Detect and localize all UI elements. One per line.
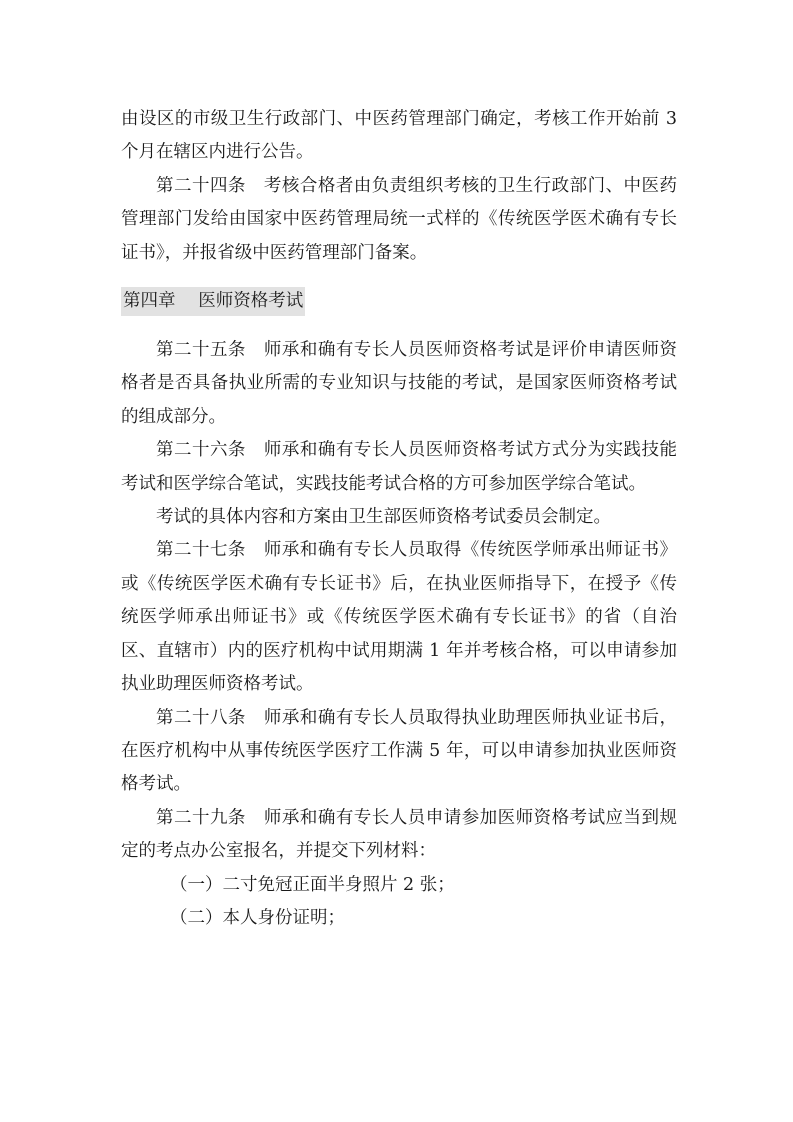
chapter-heading xyxy=(121,287,305,316)
article-26-note: 考试的具体内容和方案由卫生部医师资格考试委员会制定。 xyxy=(156,507,611,528)
article-29: 第二十九条 师承和确有专长人员申请参加医师资格考试应当到规定的考点办公室报名，并提交下列材料： xyxy=(121,807,677,862)
list-item-1: （一）二寸免冠正面半身照片 2 张； xyxy=(170,874,455,895)
article-26: 第二十六条 师承和确有专长人员医师资格考试方式分为实践技能考试和医学综合笔试，实践技能考试合格的方可参加医学综合笔试。 xyxy=(121,440,677,494)
chapter-number: 第四章 xyxy=(123,291,176,312)
list-item-2: （二）本人身份证明； xyxy=(170,907,345,928)
document-page xyxy=(121,103,677,935)
paragraph-continued: 由设区的市级卫生行政部门、中医药管理部门确定，考核工作开始前 3 个月在辖区内进行公告。 xyxy=(121,109,677,163)
article-27: 第二十七条 师承和确有专长人员取得《传统医学师承出师证书》或《传统医学医术确有专长证书》后，在执业医师指导下，在授予《传统医学师承出师证书》或《传统医学医术确有专长证书》的省（自治区、直辖市）内的医疗机构中试用期满 1 年并考核合格，可以申请参加执业助理医师资格考试。 xyxy=(121,540,677,695)
article-24: 第二十四条 考核合格者由负责组织考核的卫生行政部门、中医药管理部门发给由国家中医药管理局统一式样的《传统医学医术确有专长证书》，并报省级中医药管理部门备案。 xyxy=(121,175,677,263)
article-28: 第二十八条 师承和确有专长人员取得执业助理医师执业证书后，在医疗机构中从事传统医学医疗工作满 5 年，可以申请参加执业医师资格考试。 xyxy=(121,707,677,795)
article-25: 第二十五条 师承和确有专长人员医师资格考试是评价申请医师资格者是否具备执业所需的专业知识与技能的考试，是国家医师资格考试的组成部分。 xyxy=(121,340,677,427)
chapter-title: 医师资格考试 xyxy=(198,291,304,312)
